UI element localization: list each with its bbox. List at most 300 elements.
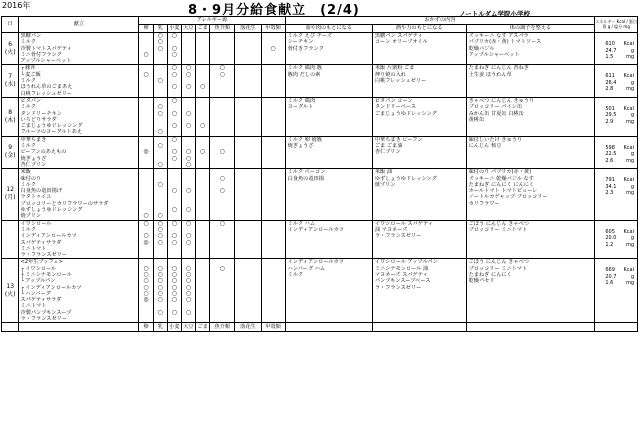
heat-item: 油 マヨネーズ <box>374 226 408 233</box>
allergen-mark <box>154 252 167 258</box>
dish-item: インディアンロールカツ <box>20 233 77 240</box>
body-item: ブロッコリー ミニトマト <box>468 265 528 272</box>
day-cell <box>2 65 19 97</box>
allergen-column <box>261 169 285 220</box>
dish-item: ミルク <box>20 104 36 111</box>
dish-item: ビーフンのあえもの <box>20 149 67 156</box>
body-item: カリフラワー <box>468 200 500 207</box>
dish-item: ごまじょうゆドレッシング <box>20 123 83 130</box>
allergen-footer: 卵 <box>139 323 153 332</box>
allergen-mark: ○ <box>185 122 192 130</box>
energy-unit: mg <box>625 54 634 60</box>
energy-spacer <box>595 221 637 229</box>
energy-unit: Kcal <box>623 267 634 274</box>
blood-item: ミルク <box>287 271 304 278</box>
allergen-mark: ○ <box>185 270 192 278</box>
body-item: たまねぎ にんにく <box>468 271 512 278</box>
blood-item: 豚肉 だしの素 <box>287 71 321 78</box>
day-row <box>2 97 638 136</box>
energy-value: 2.8 <box>605 86 614 93</box>
allergen-mark <box>139 58 152 64</box>
heat-item: イワシロール アップルパン <box>374 259 438 266</box>
allergen-column <box>196 259 210 323</box>
heat-item: 押り焼の入れ <box>374 71 406 78</box>
allergen-mark: ○ <box>143 283 149 291</box>
footer-blank <box>466 323 595 332</box>
energy-row <box>595 190 637 197</box>
body-cell <box>466 65 595 97</box>
allergen-mark: ○ <box>185 64 192 72</box>
energy-value: 1.2 <box>605 241 614 248</box>
dish-item: 焼プリン <box>20 213 41 220</box>
allergen-mark: ○ <box>171 109 177 117</box>
day-cell <box>2 220 19 259</box>
allergen-mark: ○ <box>171 289 177 297</box>
day-date: 6 <box>8 40 13 48</box>
heat-item: 焼プリン <box>374 181 396 188</box>
allergen-column <box>235 220 261 259</box>
allergen-mark <box>210 162 234 168</box>
heat-item: 米飯 油 <box>374 169 393 176</box>
energy-value: 26.4 <box>605 79 617 86</box>
allergen-mark: ○ <box>157 289 163 297</box>
day-header: 日 <box>2 17 19 33</box>
allergen-column <box>139 136 153 168</box>
energy-row <box>595 280 637 287</box>
day-cell <box>2 259 19 323</box>
day-row <box>2 259 638 323</box>
allergen-mark: ○ <box>157 32 163 39</box>
body-item: パプリカ(赤・黄) トマトソース <box>468 39 542 46</box>
heat-item: 白桃フレッシュゼリー <box>374 78 427 85</box>
allergen-mark: ○ <box>200 148 206 156</box>
allergen-mark <box>210 316 234 322</box>
body-item: アップルシャーベット <box>468 51 520 58</box>
heat-cell <box>372 259 466 323</box>
allergen-mark: ○ <box>157 220 163 227</box>
heat-item: 米飯 片栗粉 ごま <box>374 65 415 72</box>
dish-item: 冷製トマトスパゲティ <box>20 45 72 52</box>
allergen-column <box>261 65 285 97</box>
dish-item: スパゲティサラダ <box>20 297 62 304</box>
allergen-mark: ○ <box>185 70 192 78</box>
allergen-mark: ○ <box>171 238 177 246</box>
allergen-mark: ○ <box>143 212 149 220</box>
dish-list <box>19 259 139 323</box>
footer-blank <box>372 323 466 332</box>
day-weekday: (金) <box>4 152 16 160</box>
body-item: 土生姜 ほうれん草 <box>468 71 512 78</box>
energy-spacer <box>595 33 637 41</box>
energy-value: 669 <box>605 267 615 274</box>
body-cell <box>466 136 595 168</box>
energy-spacer <box>595 169 637 177</box>
energy-value: 598 <box>605 144 615 151</box>
energy-value: 611 <box>605 73 615 80</box>
blood-item: 白身魚の竜田揚 <box>287 175 324 182</box>
allergen-mark: ○ <box>219 148 225 156</box>
allergen-mark <box>262 58 285 64</box>
allergen-column <box>261 97 285 136</box>
day-row <box>2 136 638 168</box>
energy-row <box>595 119 637 126</box>
allergen-column <box>139 97 153 136</box>
allergen-column <box>196 97 210 136</box>
allergen-mark: ○ <box>143 277 149 285</box>
heat-header: 熱や力のもとになる <box>372 25 466 33</box>
allergen-column <box>181 169 195 220</box>
dish-item: └ 麦ご飯 <box>20 71 41 78</box>
energy-unit: g <box>630 235 634 242</box>
allergen-mark <box>139 316 152 322</box>
allergen-mark: ○ <box>157 142 163 150</box>
energy-cell <box>595 169 638 220</box>
page-title: 8・9月分給食献立 (2/4) <box>188 3 360 18</box>
allergen-mark: ○ <box>185 206 192 214</box>
body-item: ごぼう にんじん きゃべつ <box>468 259 529 266</box>
allergen-mark: ○ <box>157 296 163 304</box>
allergen-mark: ○ <box>171 232 177 240</box>
allergen-column <box>167 65 181 97</box>
allergen-mark: ○ <box>185 160 192 168</box>
energy-unit: mg <box>625 118 634 125</box>
allergen-mark <box>168 316 181 322</box>
day-weekday: (月) <box>4 194 16 202</box>
allergen-mark <box>196 58 209 64</box>
allergen-mark <box>196 213 209 219</box>
allergen-column <box>196 65 210 97</box>
heat-item: イワシロール スパゲティ <box>374 220 434 227</box>
menu-header: 献立 <box>19 17 139 33</box>
allergen-mark <box>182 213 195 219</box>
body-item: 味付のり パプリカ(赤・黄) <box>468 169 532 176</box>
allergen-column <box>153 169 167 220</box>
energy-unit: g <box>630 79 634 86</box>
dish-item: スパゲティサラダ <box>20 239 62 246</box>
energy-value: 1.6 <box>605 280 614 287</box>
allergen-mark: ○ <box>157 212 163 220</box>
dish-item: 白桃フレッシュゼリー <box>20 90 72 97</box>
allergen-mark <box>262 129 285 135</box>
heat-item: マヨネーズ スパゲティ <box>374 271 428 278</box>
body-header: 体の調子を整える <box>466 25 595 33</box>
allergen-mark: ○ <box>157 109 163 117</box>
allergen-mark <box>168 129 181 135</box>
allergen-mark: ○ <box>171 277 177 285</box>
allergen-footer: ごま <box>197 324 208 331</box>
allergen-mark <box>262 316 285 322</box>
day-date: 8 <box>8 108 13 116</box>
allergen-mark <box>196 91 209 97</box>
allergen-mark <box>235 316 260 322</box>
allergen-mark: ○ <box>143 270 149 278</box>
heat-item: タンドリーペース <box>374 104 417 111</box>
allergen-mark <box>154 58 167 64</box>
allergen-mark <box>139 162 152 168</box>
allergen-mark: ○ <box>157 283 163 291</box>
energy-unit: Kcal <box>623 177 634 184</box>
energy-value: 501 <box>605 105 615 112</box>
allergen-mark: ◎ <box>143 148 149 156</box>
allergen-mark: ○ <box>143 232 149 240</box>
dish-item: ミルク <box>20 39 36 46</box>
energy-cell <box>595 136 638 168</box>
dish-item: ミニトマト <box>20 303 47 310</box>
dish-item: 味付のり <box>20 175 42 182</box>
allergen-mark <box>168 213 181 219</box>
allergen-mark <box>196 162 209 168</box>
body-item: ブロッコリー パイン缶 <box>468 104 523 111</box>
allergen-mark: ○ <box>185 154 192 162</box>
energy-spacer <box>595 137 637 145</box>
body-item: ごぼう にんじん きゃべつ <box>468 220 529 227</box>
allergen-mark: ○ <box>219 174 225 182</box>
energy-unit: mg <box>625 280 634 287</box>
energy-unit: g <box>630 112 634 119</box>
allergen-mark: ○ <box>185 296 192 304</box>
energy-value: 34.1 <box>605 183 617 190</box>
allergen-column <box>196 220 210 259</box>
dish-item: ラ・フランスゼリー <box>20 316 67 323</box>
allergen-mark: ◎ <box>143 238 149 246</box>
energy-value: 605 <box>605 228 615 235</box>
allergen-mark <box>262 252 285 258</box>
allergen-mark: ○ <box>171 296 177 304</box>
allergen-mark: ○ <box>157 103 163 111</box>
allergen-mark: ○ <box>157 308 163 316</box>
heat-item: ごま ごま油 <box>374 143 403 150</box>
dish-item: ブロッコリーとカリフラワーのサラダ <box>20 200 109 207</box>
allergen-column <box>153 136 167 168</box>
allergen-header: 魚介類 <box>210 25 235 33</box>
allergen-mark: ○ <box>185 283 192 291</box>
year-label: 2016年 <box>2 1 31 10</box>
body-cell <box>466 169 595 220</box>
menu-table <box>1 16 638 332</box>
energy-spacer <box>595 259 637 267</box>
school-name: ノートルダム学院小学校 <box>459 10 531 18</box>
menu-body <box>2 33 638 323</box>
allergen-column <box>196 136 210 168</box>
allergen-mark: ○ <box>171 148 177 156</box>
energy-row <box>595 242 637 249</box>
allergen-mark: ○ <box>200 83 206 91</box>
allergen-column <box>235 136 261 168</box>
allergen-mark <box>168 91 181 97</box>
dish-item: ミニトマト <box>20 245 47 252</box>
allergen-mark <box>139 252 152 258</box>
allergen-mark: ○ <box>171 50 177 58</box>
blood-item: ハンバーグ ハム <box>287 265 326 272</box>
allergen-mark <box>210 58 234 64</box>
allergen-column <box>235 97 261 136</box>
allergen-mark <box>182 316 195 322</box>
day-row <box>2 65 638 97</box>
energy-value: 24.7 <box>605 47 617 54</box>
dish-item: ┌ イワシロール <box>20 265 57 272</box>
allergen-mark: ○ <box>185 148 192 156</box>
allergen-header: ごま <box>197 25 208 32</box>
allergen-mark: ○ <box>185 232 192 240</box>
dish-item: 中華ちまき <box>20 136 47 143</box>
energy-spacer <box>595 65 637 73</box>
dish-item: いろどりサラダ <box>20 116 57 123</box>
energy-cell <box>595 65 638 97</box>
allergen-mark: ○ <box>143 50 149 58</box>
body-item: ノートルカゲャップ ブロッコリー <box>468 194 548 201</box>
day-date: 7 <box>8 73 13 81</box>
allergen-mark: ○ <box>200 122 206 130</box>
energy-value: 2.9 <box>605 118 614 125</box>
footer-blank <box>285 323 372 332</box>
dish-item: └ アップルパン <box>20 278 56 285</box>
heat-item: ラ・フランスゼリー <box>374 284 422 291</box>
allergen-column <box>139 65 153 97</box>
allergen-mark: ○ <box>171 264 177 272</box>
energy-unit: g <box>630 151 634 158</box>
allergen-mark <box>235 129 260 135</box>
energy-row <box>595 158 637 165</box>
allergen-mark: ○ <box>185 220 192 227</box>
energy-value: 791 <box>605 177 615 184</box>
allergen-mark <box>182 58 195 64</box>
allergen-mark <box>210 91 234 97</box>
allergen-footer: 小麦 <box>169 324 180 331</box>
allergen-column <box>261 136 285 168</box>
dish-item: 米飯 <box>20 169 31 176</box>
day-weekday: (木) <box>4 116 16 124</box>
heat-item: ラ・フランスゼリー <box>374 233 422 240</box>
allergen-column <box>139 259 153 323</box>
dish-list <box>19 97 139 136</box>
allergen-column <box>210 136 235 168</box>
allergen-mark <box>182 129 195 135</box>
allergen-mark <box>182 91 195 97</box>
allergen-mark: ○ <box>219 64 225 72</box>
allergen-column <box>153 259 167 323</box>
blood-header: 血や肉のもとになる <box>285 25 372 33</box>
dish-item: ミルク <box>20 143 36 150</box>
allergen-mark: ○ <box>171 83 177 91</box>
energy-unit: Kcal <box>623 105 634 112</box>
energy-unit: g <box>630 273 634 280</box>
allergen-mark: ○ <box>157 44 163 52</box>
allergen-mark <box>154 316 167 322</box>
energy-unit: mg <box>625 157 634 164</box>
allergen-mark: ○ <box>185 109 192 117</box>
allergen-mark <box>235 213 260 219</box>
allergen-mark <box>262 213 285 219</box>
energy-cell <box>595 259 638 323</box>
allergen-mark <box>235 162 260 168</box>
body-item: ホールトマト トマトピューレ <box>468 188 538 195</box>
body-item: 乾燥パセリ <box>468 278 495 285</box>
allergen-column <box>196 169 210 220</box>
blood-item: シーチキン <box>287 39 314 46</box>
allergen-mark: ○ <box>219 264 225 272</box>
allergen-footer: 乳 <box>153 323 167 332</box>
allergen-mark: ○ <box>171 32 177 39</box>
allergen-column <box>167 97 181 136</box>
energy-value: 22.5 <box>605 151 617 158</box>
allergen-mark: ○ <box>157 77 163 85</box>
allergen-mark: ○ <box>171 64 177 72</box>
heat-item: ゆずしょうゆドレッシング <box>374 175 437 182</box>
heat-cell <box>372 33 466 65</box>
allergen-column <box>181 33 195 65</box>
dish-item: ├ ミニシナモンロール <box>20 271 72 278</box>
allergen-footer: 落花生 <box>235 323 261 332</box>
allergen-column <box>167 136 181 168</box>
allergen-mark <box>262 91 285 97</box>
allergen-column <box>139 169 153 220</box>
heat-cell <box>372 65 466 97</box>
energy-cell <box>595 33 638 65</box>
energy-unit: Kcal <box>623 73 634 80</box>
day-weekday: (火) <box>4 48 16 56</box>
blood-cell <box>285 169 372 220</box>
dish-item: ピタパン <box>20 97 42 104</box>
allergen-mark <box>262 162 285 168</box>
allergen-mark: ○ <box>157 264 163 272</box>
energy-value: 20.7 <box>605 273 617 280</box>
allergen-mark: ○ <box>157 238 163 246</box>
energy-unit: mg <box>625 241 634 248</box>
heat-cell <box>372 169 466 220</box>
blood-cell <box>285 65 372 97</box>
heat-cell <box>372 97 466 136</box>
allergen-mark: ○ <box>171 206 177 214</box>
dish-item: ゆずしょうゆドレッシング <box>20 207 83 214</box>
allergen-header: 乳 <box>153 25 167 33</box>
blood-item: ミルク えび チーズ <box>287 33 332 39</box>
blood-item: 焼ぎょうざ <box>287 143 314 150</box>
dish-list <box>19 33 139 65</box>
dish-list <box>19 136 139 168</box>
energy-value: 610 <box>605 41 615 47</box>
body-item: 黄桃缶 <box>468 116 485 123</box>
allergen-mark <box>139 129 152 135</box>
allergen-column <box>139 220 153 259</box>
dish-item: 黒糖パン <box>20 33 42 39</box>
allergen-mark <box>196 252 209 258</box>
dish-item: タンドリーチキン <box>20 110 62 117</box>
allergen-column <box>139 33 153 65</box>
day-weekday: (水) <box>4 81 16 89</box>
allergen-header: 大豆 <box>183 25 194 32</box>
allergen-mark: ○ <box>185 289 192 297</box>
allergen-mark: ○ <box>171 44 177 52</box>
blood-item: インディアンロールカツ <box>287 226 344 233</box>
allergen-mark: ○ <box>143 289 149 297</box>
allergen-mark: ○ <box>171 187 177 195</box>
allergen-mark: ○ <box>171 136 177 143</box>
allergen-column <box>235 169 261 220</box>
dish-item: ミルク <box>20 226 36 233</box>
allergen-column <box>181 136 195 168</box>
body-cell <box>466 33 595 65</box>
allergen-mark: ○ <box>143 264 149 272</box>
allergen-mark: ○ <box>143 220 149 227</box>
dish-item: ほうれん草のごまあえ <box>20 84 73 91</box>
energy-cell <box>595 220 638 259</box>
day-row <box>2 169 638 220</box>
allergen-mark <box>210 129 234 135</box>
blood-item: ミルク 卵 焼豚 <box>287 136 322 143</box>
allergen-column <box>210 169 235 220</box>
allergen-mark <box>182 252 195 258</box>
blood-cell <box>285 136 372 168</box>
